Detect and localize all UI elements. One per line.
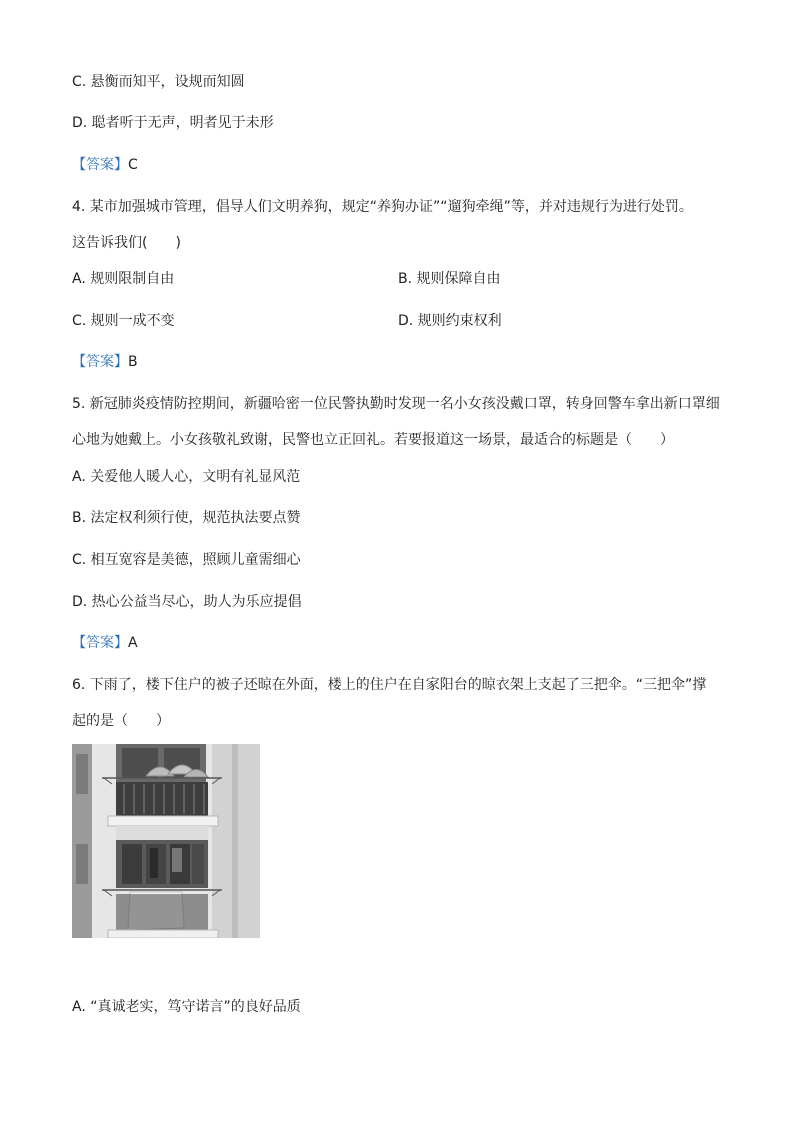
balcony-illustration bbox=[72, 744, 260, 938]
q4-stem-line2: 这告诉我们( ) bbox=[72, 235, 181, 251]
q3-answer-value: C bbox=[128, 157, 138, 173]
q4-answer-value: B bbox=[128, 354, 138, 370]
q6-option-a: A. “真诚老实，笃守诺言”的良好品质 bbox=[72, 999, 301, 1015]
q4-option-b: B. 规则保障自由 bbox=[398, 271, 501, 287]
q6-stem-line2: 起的是（ ） bbox=[72, 713, 170, 729]
q5-option-a: A. 关爱他人暖人心，文明有礼显风范 bbox=[72, 469, 301, 485]
q4-answer-label: 【答案】 bbox=[72, 354, 128, 370]
q3-answer-label: 【答案】 bbox=[72, 157, 128, 173]
q4-option-c: C. 规则一成不变 bbox=[72, 313, 175, 329]
q3-option-c: C. 悬衡而知平，设规而知圆 bbox=[72, 74, 245, 90]
q3-option-d: D. 聪者听于无声，明者见于未形 bbox=[72, 115, 274, 131]
q5-option-c: C. 相互宽容是美德，照顾儿童需细心 bbox=[72, 552, 301, 568]
q4-answer bbox=[72, 352, 138, 372]
balcony-umbrella-photo bbox=[72, 744, 260, 938]
q6-stem-line1: 6. 下雨了，楼下住户的被子还晾在外面，楼上的住户在自家阳台的晾衣架上支起了三把伞。“三把伞”撑 bbox=[72, 677, 707, 693]
q3-answer bbox=[72, 155, 138, 175]
q4-stem-line1: 4. 某市加强城市管理，倡导人们文明养狗，规定“养狗办证”“遛狗牵绳”等，并对违规行为进行处罚。 bbox=[72, 199, 693, 215]
q4-option-a: A. 规则限制自由 bbox=[72, 271, 175, 287]
q4-option-d: D. 规则约束权利 bbox=[398, 313, 502, 329]
q5-answer-value: A bbox=[128, 635, 138, 651]
q5-option-d: D. 热心公益当尽心，助人为乐应提倡 bbox=[72, 594, 302, 610]
q5-answer-label: 【答案】 bbox=[72, 635, 128, 651]
q5-answer bbox=[72, 633, 138, 653]
q5-option-b: B. 法定权利须行使，规范执法要点赞 bbox=[72, 510, 301, 526]
q5-stem-line2: 心地为她戴上。小女孩敬礼致谢，民警也立正回礼。若要报道这一场景，最适合的标题是（ ） bbox=[72, 432, 674, 448]
q5-stem-line1: 5. 新冠肺炎疫情防控期间，新疆哈密一位民警执勤时发现一名小女孩没戴口罩，转身回警车拿出新口罩细 bbox=[72, 396, 720, 412]
